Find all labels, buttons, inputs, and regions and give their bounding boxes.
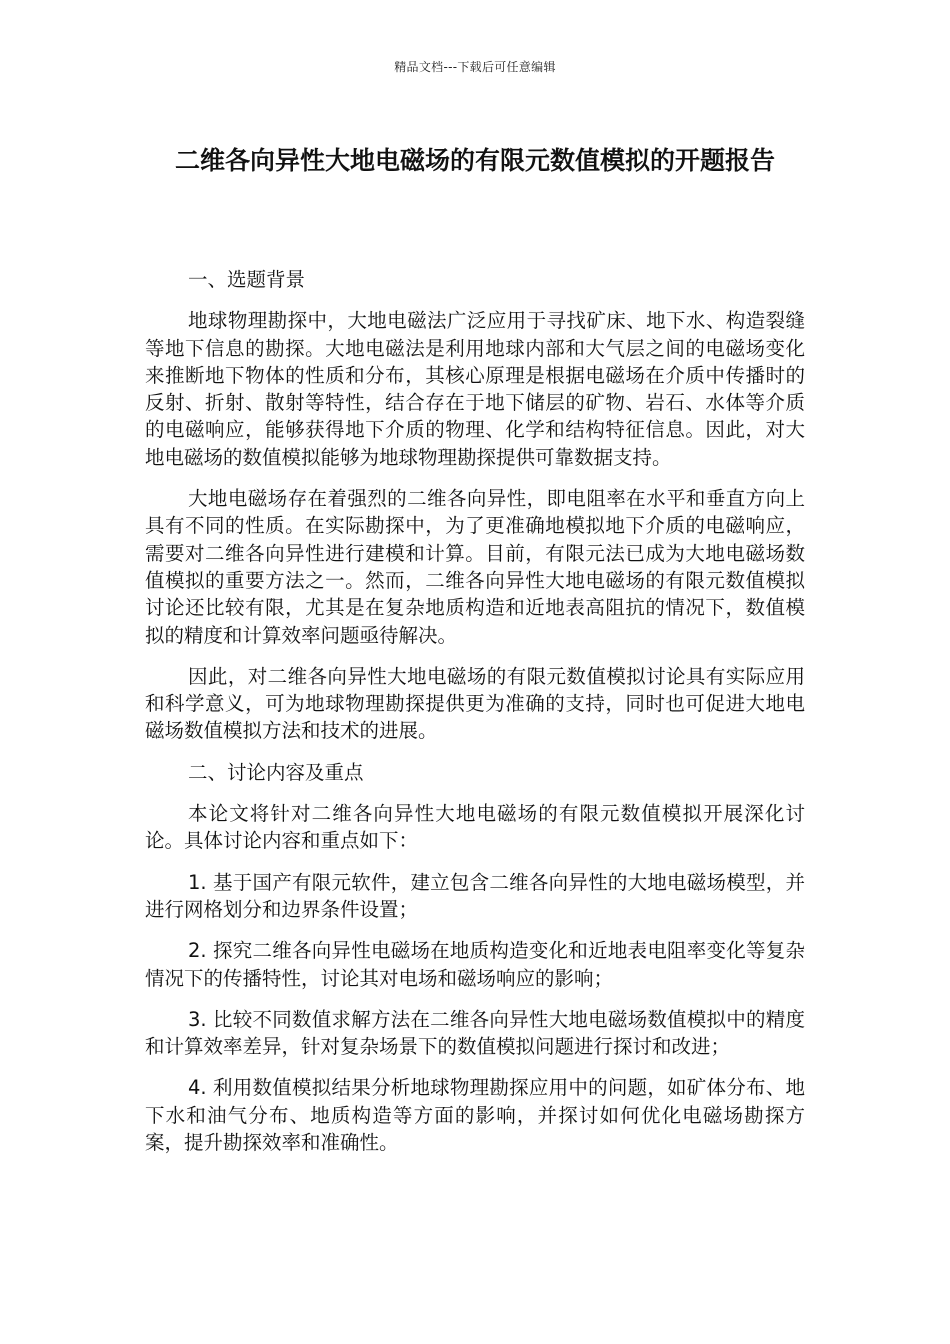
research-item-3: 3. 比较不同数值求解方法在二维各向异性大地电磁场数值模拟中的精度和计算效率差异，针对复杂场景下的数值模拟问题进行探讨和改进； [145,1007,805,1059]
header-watermark: 精品文档---下载后可任意编辑 [394,60,556,74]
research-intro-paragraph: 本论文将针对二维各向异性大地电磁场的有限元数值模拟开展深化讨论。具体讨论内容和重点如下： [145,802,805,853]
section-heading-research-content: 二、讨论内容及重点 [188,760,364,784]
research-item-4: 4. 利用数值模拟结果分析地球物理勘探应用中的问题，如矿体分布、地下水和油气分布、地质构造等方面的影响，并探讨如何优化电磁场勘探方案，提升勘探效率和准确性。 [145,1076,805,1155]
document-title: 二维各向异性大地电磁场的有限元数值模拟的开题报告 [174,146,775,175]
research-item-2: 2. 探究二维各向异性电磁场在地质构造变化和近地表电阻率变化等复杂情况下的传播特性，讨论其对电场和磁场响应的影响； [145,939,805,990]
research-item-1: 1. 基于国产有限元软件，建立包含二维各向异性的大地电磁场模型，并进行网格划分和边界条件设置； [145,870,805,921]
background-paragraph-3: 因此，对二维各向异性大地电磁场的有限元数值模拟讨论具有实际应用和科学意义，可为地球物理勘探提供更为准确的支持，同时也可促进大地电磁场数值模拟方法和技术的进展。 [145,664,805,743]
background-paragraph-2: 大地电磁场存在着强烈的二维各向异性，即电阻率在水平和垂直方向上具有不同的性质。在实际勘探中，为了更准确地模拟地下介质的电磁响应，需要对二维各向异性进行建模和计算。目前，有限元法已成为大地电磁场数值模拟的重要方法之一。然而，二维各向异性大地电磁场的有限元数值模拟讨论还比较有限，尤其是在复杂地质构造和近地表高阻抗的情况下，数值模拟的精度和计算效率问题亟待解决。 [145,487,805,647]
document-body [145,266,805,1170]
background-paragraph-1: 地球物理勘探中，大地电磁法广泛应用于寻找矿床、地下水、构造裂缝等地下信息的勘探。大地电磁法是利用地球内部和大气层之间的电磁场变化来推断地下物体的性质和分布，其核心原理是根据电磁场在介质中传播时的反射、折射、散射等特性，结合存在于地下储层的矿物、岩石、水体等介质的电磁响应，能够获得地下介质的物理、化学和结构特征信息。因此，对大地电磁场的数值模拟能够为地球物理勘探提供可靠数据支持。 [145,309,805,469]
section-heading-background: 一、选题背景 [188,268,306,291]
